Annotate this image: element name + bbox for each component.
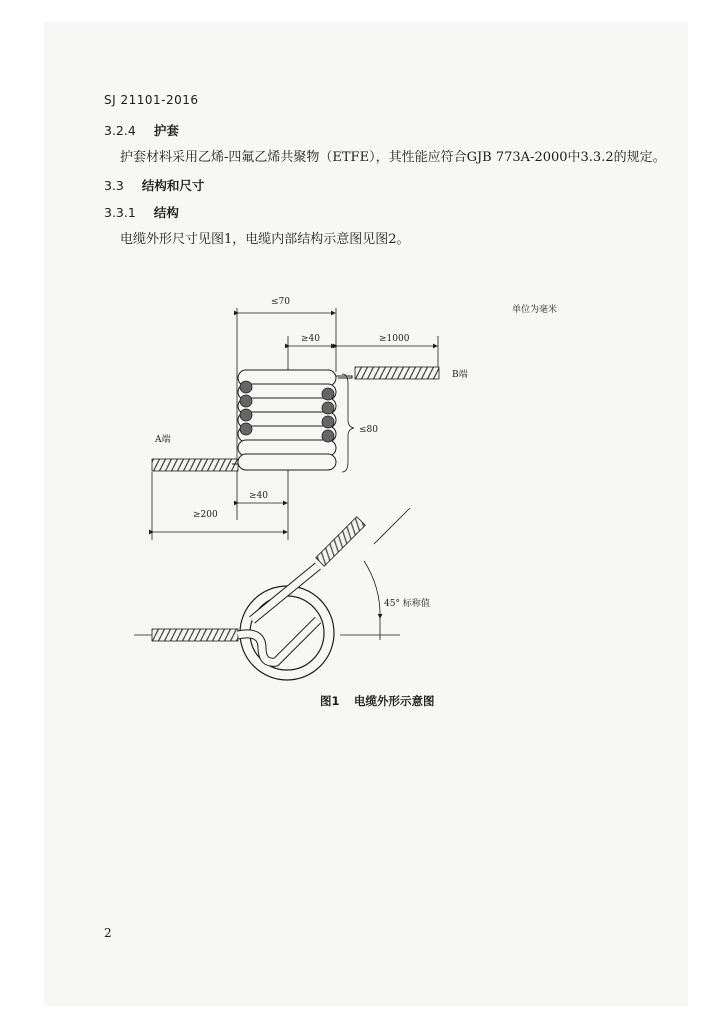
- a-end-label: A端: [155, 435, 171, 445]
- paragraph-sheath-material: 护套材料采用乙烯-四氟乙烯共聚物（ETFE），其性能应符合GJB 773A-2000中3.3.2的规定。: [120, 150, 666, 165]
- b-end-label: B端: [452, 370, 468, 380]
- angle-label: 45° 标称值: [384, 599, 430, 609]
- standard-code: SJ 21101-2016: [104, 93, 199, 107]
- dim-lower-40-label: ≥40: [249, 491, 268, 501]
- section-title: 护套: [153, 123, 179, 138]
- section-number: 3.2.4: [104, 123, 136, 138]
- paragraph-figure-reference: 电缆外形尺寸见图1，电缆内部结构示意图见图2。: [120, 232, 410, 247]
- section-number: 3.3: [104, 178, 124, 193]
- dim-b-lead-label: ≥1000: [379, 334, 410, 344]
- section-title: 结构: [153, 205, 179, 220]
- dim-inner-label: ≥40: [301, 334, 320, 344]
- dim-width-label: ≤70: [271, 297, 290, 307]
- dim-a-lead-label: ≥200: [193, 510, 218, 520]
- figure-caption-title: 电缆外形示意图: [354, 694, 435, 708]
- dim-height-label: ≤80: [359, 425, 378, 435]
- section-title: 结构和尺寸: [141, 178, 205, 193]
- figure-caption-number: 图1: [320, 694, 340, 708]
- page-number: 2: [104, 926, 112, 940]
- section-number: 3.3.1: [104, 205, 136, 220]
- unit-note: 单位为毫米: [512, 305, 558, 315]
